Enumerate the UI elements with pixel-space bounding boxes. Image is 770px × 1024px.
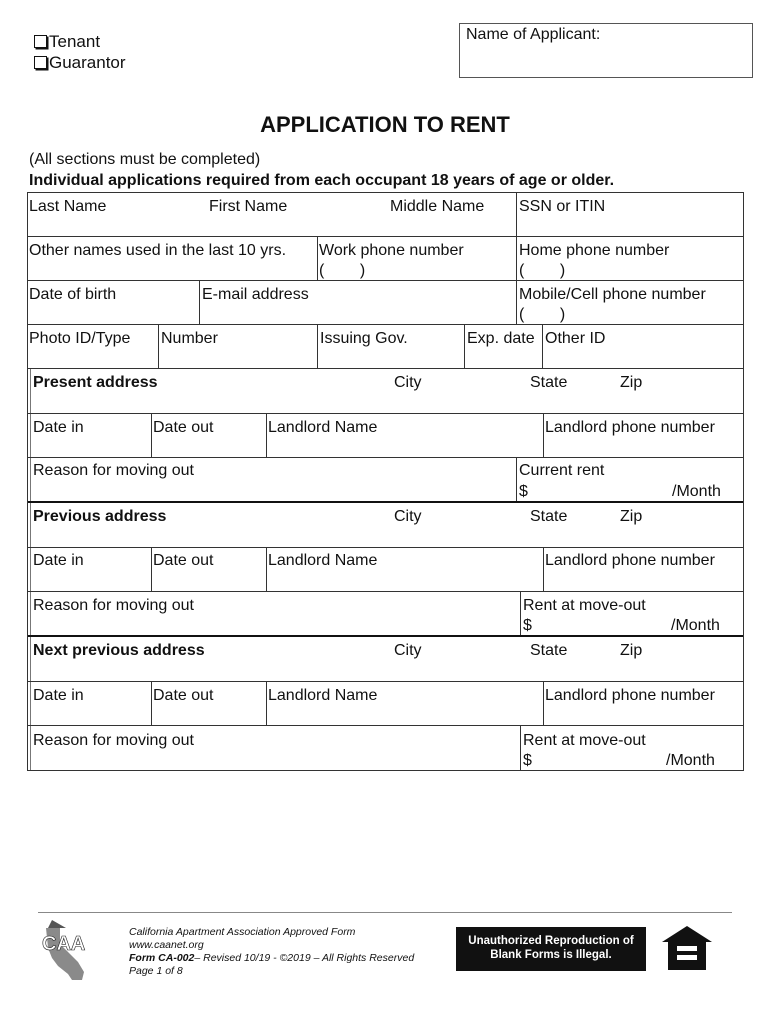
next-previous-zip-field[interactable]: Zip [620,642,643,659]
present-address-field[interactable]: Present address [33,374,158,391]
equal-housing-icon [660,924,714,974]
previous-reason-field[interactable]: Reason for moving out [33,597,194,614]
present-date-in-field[interactable]: Date in [33,419,84,436]
issuing-gov-field[interactable]: Issuing Gov. [320,330,408,347]
sections-note: (All sections must be completed) [29,151,261,168]
footer-revision: – Revised 10/19 - ©2019 – All Rights Reserved [194,952,415,964]
svg-text:CAA: CAA [42,933,86,955]
tenant-label: Tenant [49,32,101,51]
previous-rent-dollar: $ [523,617,532,634]
next-previous-rent-per-month: /Month [666,752,715,769]
present-city-field[interactable]: City [394,374,422,391]
middle-name-field[interactable]: Middle Name [390,198,485,215]
email-field[interactable]: E-mail address [202,286,309,303]
next-previous-date-out-field[interactable]: Date out [153,687,214,704]
previous-state-field[interactable]: State [530,508,568,525]
individual-applications-note: Individual applications required from each occupant 18 years of age or older. [29,172,615,189]
previous-address-field[interactable]: Previous address [33,508,167,525]
work-phone-area-code: ( ) [319,262,366,279]
mobile-phone-field[interactable]: Mobile/Cell phone number [519,286,706,303]
warning-line-2: Blank Forms is Illegal. [490,949,612,961]
guarantor-checkbox[interactable] [34,53,126,73]
current-rent-dollar: $ [519,483,528,500]
next-previous-address-field[interactable]: Next previous address [33,642,205,659]
footer-form-line [129,952,414,965]
first-name-field[interactable]: First Name [209,198,288,215]
checkbox-square-icon [34,35,47,48]
application-form [27,192,744,771]
caa-logo [38,918,98,984]
present-date-out-field[interactable]: Date out [153,419,214,436]
present-reason-field[interactable]: Reason for moving out [33,462,194,479]
applicant-name-field[interactable] [459,23,753,78]
other-id-field[interactable]: Other ID [545,330,606,347]
footer-approved-line: California Apartment Association Approved Form [129,926,356,938]
dob-field[interactable]: Date of birth [29,286,117,303]
present-landlord-phone-field[interactable]: Landlord phone number [545,419,715,436]
id-number-field[interactable]: Number [161,330,218,347]
next-previous-date-in-field[interactable]: Date in [33,687,84,704]
california-map-icon [38,918,98,984]
previous-rent-field[interactable]: Rent at move-out [523,597,646,614]
footer-page-number: Page 1 of 8 [129,965,183,977]
other-names-field[interactable]: Other names used in the last 10 yrs. [29,242,287,259]
current-rent-field[interactable]: Current rent [519,462,605,479]
ssn-field[interactable]: SSN or ITIN [519,198,606,215]
photo-id-type-field[interactable]: Photo ID/Type [29,330,131,347]
mobile-phone-area-code: ( ) [519,306,566,323]
next-previous-state-field[interactable]: State [530,642,568,659]
previous-landlord-name-field[interactable]: Landlord Name [268,552,378,569]
previous-zip-field[interactable]: Zip [620,508,643,525]
warning-line-1: Unauthorized Reproduction of [468,935,634,947]
previous-landlord-phone-field[interactable]: Landlord phone number [545,552,715,569]
next-previous-rent-dollar: $ [523,752,532,769]
previous-date-in-field[interactable]: Date in [33,552,84,569]
present-landlord-name-field[interactable]: Landlord Name [268,419,378,436]
current-rent-per-month: /Month [672,483,721,500]
footer-form-id: Form CA-002 [129,952,195,964]
home-phone-field[interactable]: Home phone number [519,242,670,259]
last-name-field[interactable]: Last Name [29,198,107,215]
exp-date-field[interactable]: Exp. date [467,330,535,347]
footer-info [129,926,414,978]
page-title: APPLICATION TO RENT [260,112,510,137]
present-zip-field[interactable]: Zip [620,374,643,391]
applicant-name-label: Name of Applicant: [466,26,601,43]
next-previous-landlord-phone-field[interactable]: Landlord phone number [545,687,715,704]
tenant-checkbox[interactable] [34,32,100,52]
guarantor-label: Guarantor [49,53,126,72]
next-previous-rent-field[interactable]: Rent at move-out [523,732,646,749]
previous-city-field[interactable]: City [394,508,422,525]
footer-website-link[interactable]: www.caanet.org [129,939,204,951]
previous-rent-per-month: /Month [671,617,720,634]
checkbox-square-icon [34,56,47,69]
reproduction-warning-badge [456,927,646,971]
home-phone-area-code: ( ) [519,262,566,279]
present-state-field[interactable]: State [530,374,568,391]
next-previous-reason-field[interactable]: Reason for moving out [33,732,194,749]
work-phone-field[interactable]: Work phone number [319,242,464,259]
next-previous-landlord-name-field[interactable]: Landlord Name [268,687,378,704]
previous-date-out-field[interactable]: Date out [153,552,214,569]
footer-divider [38,912,732,913]
next-previous-city-field[interactable]: City [394,642,422,659]
